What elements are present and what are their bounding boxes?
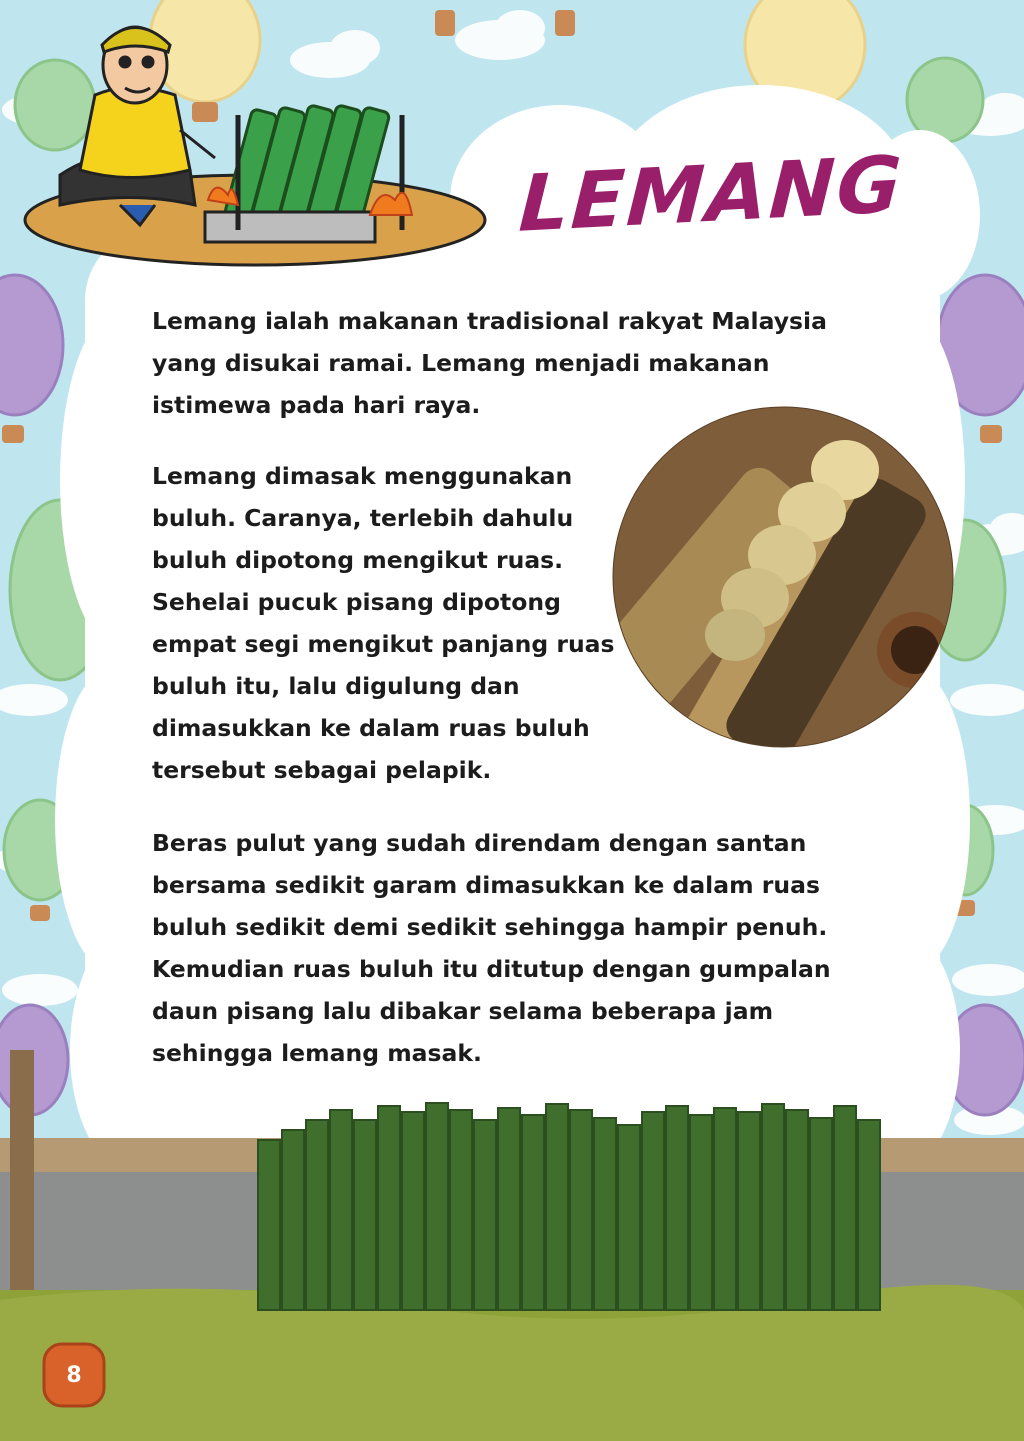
- page-title: LEMANG: [516, 139, 906, 250]
- paragraph-cooking: Beras pulut yang sudah direndam dengan santan bersama sedikit garam dimasukkan ke dalam ruas buluh sedikit demi sedikit sehingga hampir penuh. Kemudian ruas buluh itu ditutup dengan gumpalan daun pisang lalu dibakar selama beberapa jam sehingga lemang masak.: [152, 829, 831, 1067]
- paragraph-intro: Lemang ialah makanan tradisional rakyat Malaysia yang disukai ramai. Lemang menjadi makanan istimewa pada hari raya.: [152, 307, 827, 419]
- page-number: 8: [66, 1363, 82, 1388]
- paragraph-preparation: Lemang dimasak menggunakan buluh. Caranya, terlebih dahulu buluh dipotong mengikut ruas. Sehelai pucuk pisang dipotong empat segi mengikut panjang ruas buluh itu, lalu digulung dan dimasukkan ke dalam ruas buluh tersebut sebagai pelapik.: [152, 462, 615, 784]
